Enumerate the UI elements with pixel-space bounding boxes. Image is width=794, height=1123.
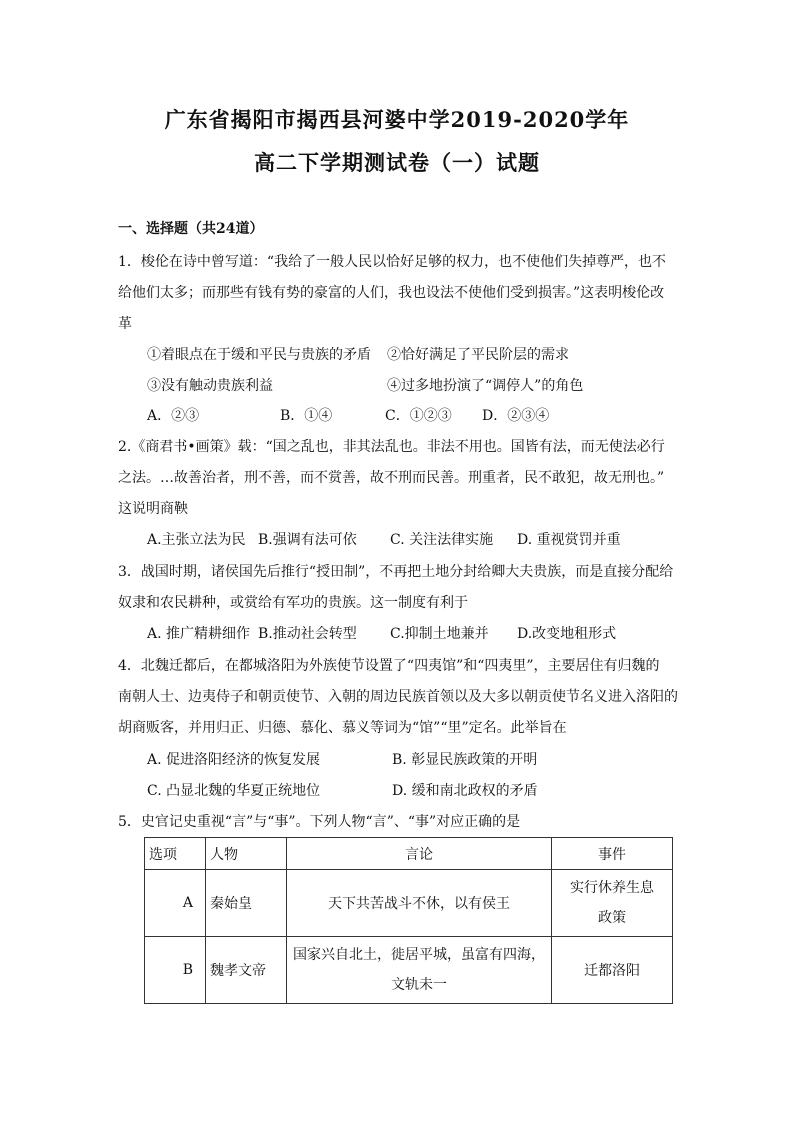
q2-stem-line1: 2.《商君书•画策》载：“国之乱也，非其法乱也。非法不用也。国皆有法，而无使法必行 xyxy=(118,439,665,455)
q4-option-c: C. 凸显北魏的华夏正统地位 xyxy=(147,783,321,799)
table-cell-option: B xyxy=(145,937,206,1004)
q5-stem-line1: 5．史官记史重视“言”与“事”。下列人物“言”、“事”对应正确的是 xyxy=(118,814,521,830)
q4-option-d: D. 缓和南北政权的矛盾 xyxy=(392,783,538,799)
q1-option-b: B．①④ xyxy=(280,408,333,424)
q2-option-b: B.强调有法可依 xyxy=(258,532,357,548)
q1-stem-line2: 给他们太多；而那些有钱有势的豪富的人们，我也设法不使他们受到损害。”这表明梭伦改 xyxy=(118,285,665,301)
q5-table xyxy=(144,837,673,1004)
q1-option-a: A．②③ xyxy=(147,408,200,424)
table-row xyxy=(145,937,673,1004)
q3-option-c: C.抑制土地兼并 xyxy=(390,626,489,642)
table-cell-speech xyxy=(287,937,552,1004)
table-cell-event-line1: 实行休养生息 xyxy=(570,880,654,896)
q4-stem-line3: 胡商贩客，并用归正、归德、慕化、慕义等词为“馆”“里”定名。此举旨在 xyxy=(118,720,567,736)
table-header-row xyxy=(145,838,673,870)
q2-stem-line2: 之法。…故善治者，刑不善，而不赏善，故不刑而民善。刑重者，民不敢犯，故无刑也。” xyxy=(118,470,665,486)
table-cell-speech: 天下共苦战斗不休，以有侯王 xyxy=(287,870,552,937)
q1-statement-4: ④过多地扮演了“调停人”的角色 xyxy=(387,378,584,394)
table-cell-speech-line2: 文轨未一 xyxy=(391,977,447,993)
table-row xyxy=(145,870,673,937)
q4-stem-line1: 4．北魏迁都后，在都城洛阳为外族使节设置了“四夷馆”和“四夷里”，主要居住有归魏的 xyxy=(118,658,660,674)
q1-option-d: D．②③④ xyxy=(482,408,550,424)
table-cell-event xyxy=(552,870,673,937)
table-cell-person: 秦始皇 xyxy=(206,870,287,937)
table-header-person: 人物 xyxy=(206,838,287,870)
table-cell-speech-line1: 国家兴自北土，徙居平城，虽富有四海， xyxy=(293,947,545,963)
table-cell-person: 魏孝文帝 xyxy=(206,937,287,1004)
table-header-speech: 言论 xyxy=(287,838,552,870)
table-cell-event: 迁都洛阳 xyxy=(552,937,673,1004)
section-heading: 一、选择题（共24道） xyxy=(118,221,264,237)
table-header-event: 事件 xyxy=(552,838,673,870)
q1-statement-1: ①着眼点在于缓和平民与贵族的矛盾 xyxy=(147,347,371,363)
q1-stem-line3: 革 xyxy=(118,316,132,332)
q1-statement-3: ③没有触动贵族利益 xyxy=(147,378,273,394)
table-cell-option: A xyxy=(145,870,206,937)
q2-option-c: C. 关注法律实施 xyxy=(390,532,494,548)
q2-option-d: D. 重视赏罚并重 xyxy=(517,532,621,548)
table-header-option: 选项 xyxy=(145,838,206,870)
q1-option-c: C．①②③ xyxy=(385,408,452,424)
exam-title-line1: 广东省揭阳市揭西县河婆中学2019-2020学年 xyxy=(164,107,630,132)
table-cell-event-line2: 政策 xyxy=(598,910,626,926)
q3-stem-line2: 奴隶和农民耕种，或赏给有军功的贵族。这一制度有利于 xyxy=(118,595,468,611)
q2-stem-line3: 这说明商鞅 xyxy=(118,501,188,517)
q3-option-b: B.推动社会转型 xyxy=(258,626,357,642)
q1-statement-2: ②恰好满足了平民阶层的需求 xyxy=(387,347,569,363)
q3-option-d: D.改变地租形式 xyxy=(517,626,617,642)
q3-option-a: A. 推广精耕细作 xyxy=(147,626,251,642)
exam-title-line2: 高二下学期测试卷（一）试题 xyxy=(254,150,540,175)
q1-stem-line1: 1．梭伦在诗中曾写道：“我给了一般人民以恰好足够的权力，也不使他们失掉尊严，也不 xyxy=(118,254,667,270)
q4-stem-line2: 南朝人士、边夷侍子和朝贡使节、入朝的周边民族首领以及大多以朝贡使节名义进入洛阳的 xyxy=(118,689,678,705)
q2-option-a: A.主张立法为民 xyxy=(147,532,246,548)
q4-option-b: B. 彰显民族政策的开明 xyxy=(392,752,538,768)
q3-stem-line1: 3．战国时期，诸侯国先后推行“授田制”，不再把土地分封给卿大夫贵族，而是直接分配给 xyxy=(118,564,674,580)
q4-option-a: A. 促进洛阳经济的恢复发展 xyxy=(147,752,321,768)
